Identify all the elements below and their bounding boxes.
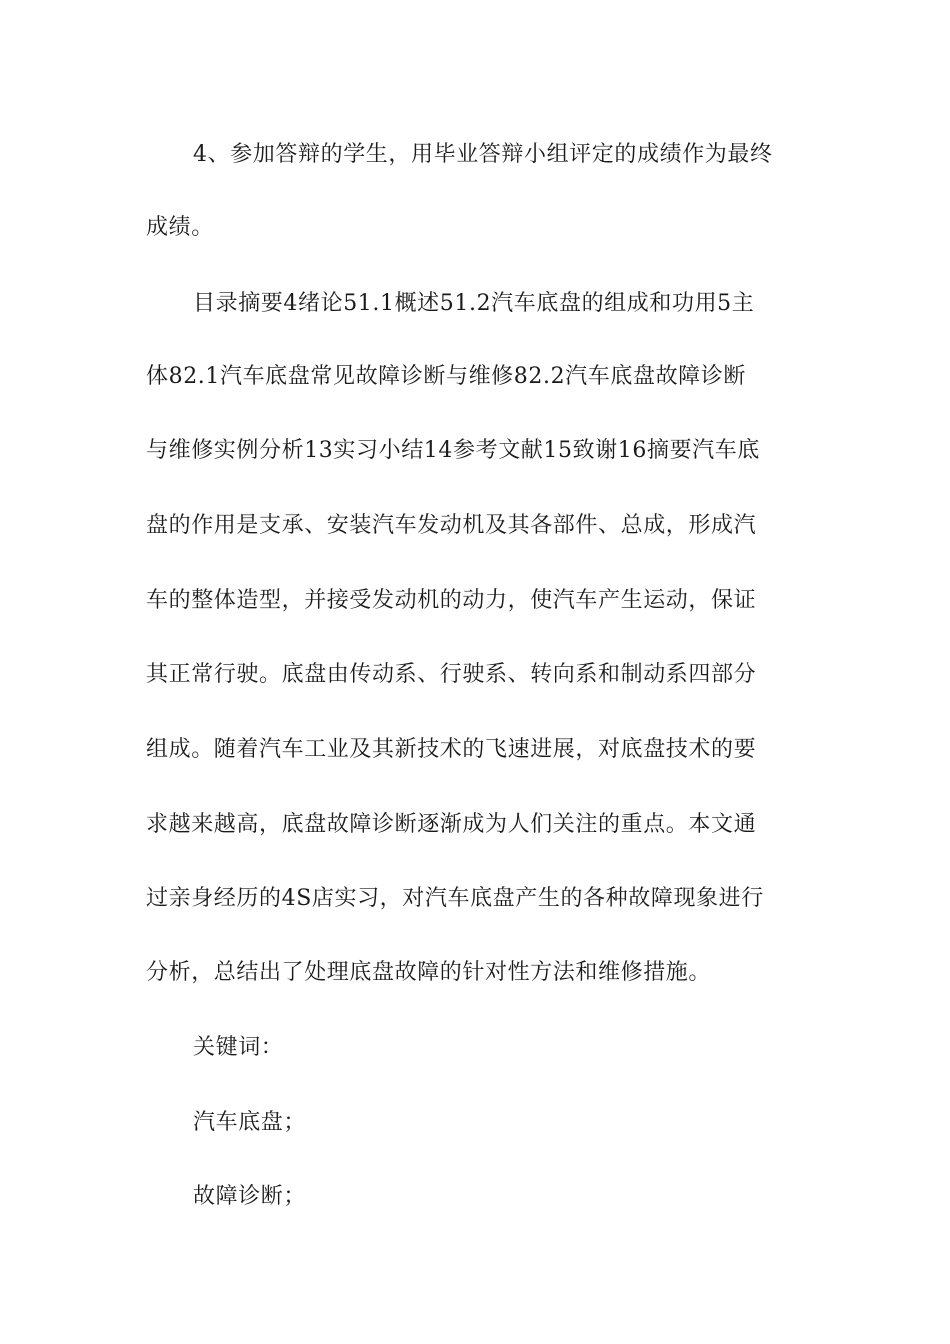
paragraph-line: 组成。随着汽车工业及其新技术的飞速进展，对底盘技术的要 [146, 737, 757, 762]
paragraph-line: 车的整体造型，并接受发动机的动力，使汽车产生运动，保证 [146, 588, 757, 613]
paragraph-line: 目录摘要4绪论51.1概述51.2汽车底盘的组成和功用5主 [193, 291, 755, 316]
paragraph-line: 4、参加答辩的学生，用毕业答辩小组评定的成绩作为最终 [193, 142, 773, 167]
paragraph-line: 成绩。 [146, 215, 214, 240]
paragraph-line: 求越来越高，底盘故障诊断逐渐成为人们关注的重点。本文通 [146, 812, 757, 837]
paragraph-line: 分析，总结出了处理底盘故障的针对性方法和维修措施。 [146, 960, 712, 985]
paragraph-line: 与维修实例分析13实习小结14参考文献15致谢16摘要汽车底 [146, 438, 760, 463]
keyword-item: 故障诊断； [193, 1184, 307, 1209]
paragraph-line: 其正常行驶。底盘由传动系、行驶系、转向系和制动系四部分 [146, 662, 757, 687]
paragraph-line: 体82.1汽车底盘常见故障诊断与维修82.2汽车底盘故障诊断 [146, 364, 746, 389]
keywords-label: 关键词： [193, 1035, 284, 1060]
paragraph-line: 过亲身经历的4S店实习，对汽车底盘产生的各种故障现象进行 [146, 886, 764, 911]
keyword-item: 汽车底盘； [193, 1110, 307, 1135]
paragraph-line: 盘的作用是支承、安装汽车发动机及其各部件、总成，形成汽 [146, 513, 757, 538]
